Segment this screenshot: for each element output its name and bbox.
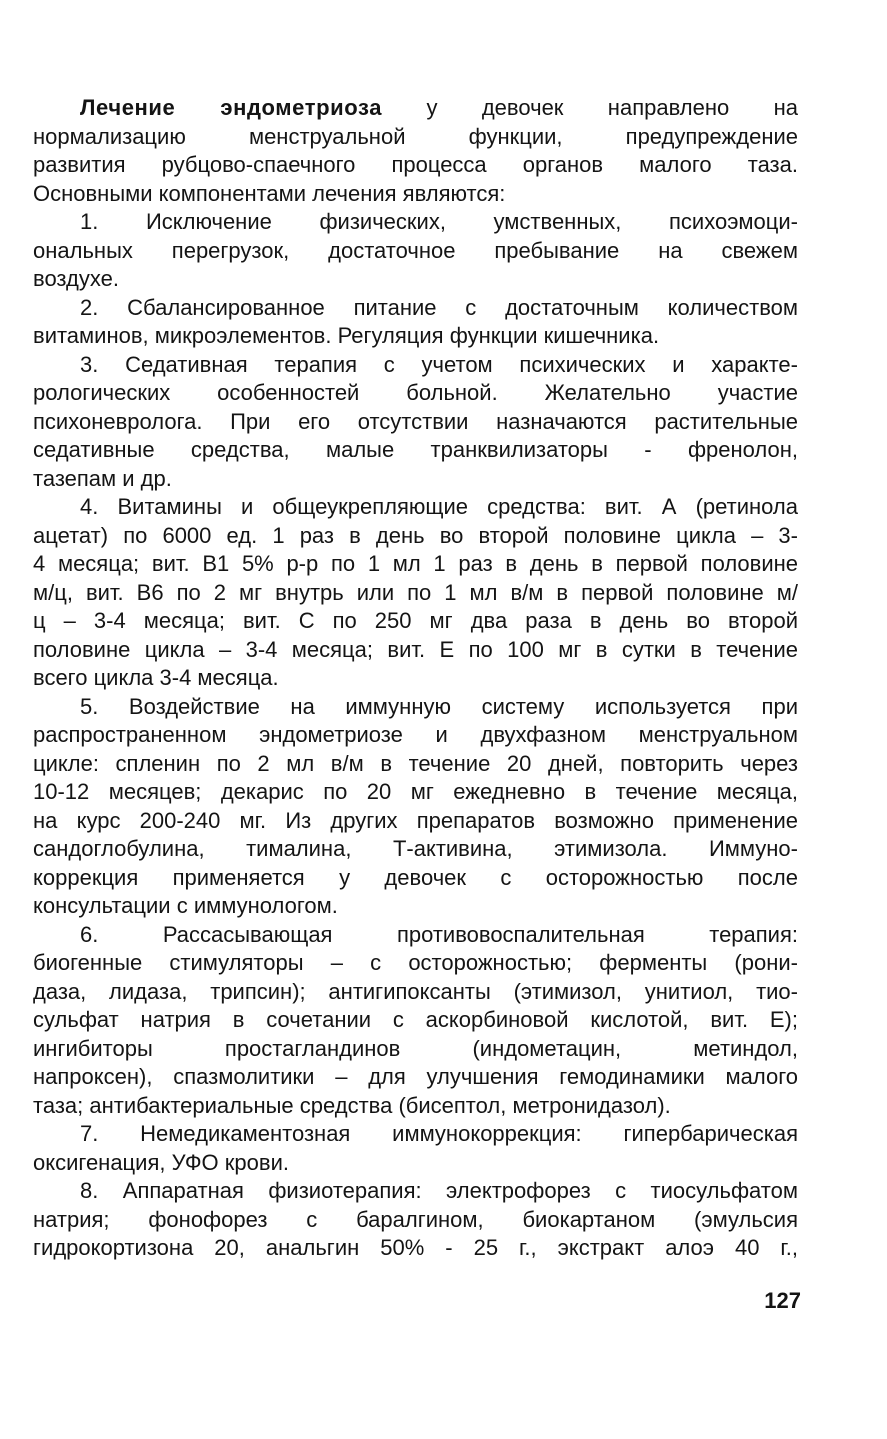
text-line: ц – 3-4 месяца; вит. С по 250 мг два раза в день во второй bbox=[33, 608, 798, 633]
page-number: 127 bbox=[764, 1288, 801, 1313]
text-line: 4 месяца; вит. В1 5% р-р по 1 мл 1 раз в день в первой половине bbox=[33, 551, 798, 576]
list-item-5 bbox=[33, 693, 798, 921]
list-item-4 bbox=[33, 493, 798, 693]
text-line: ацетат) по 6000 ед. 1 раз в день во второй половине цикла – 3- bbox=[33, 522, 798, 548]
text-line: психоневролога. При его отсутствии назначаются растительные bbox=[33, 408, 798, 434]
text-line: распространенном эндометриозе и двухфазном менструальном bbox=[33, 722, 798, 747]
text-line: цикле: спленин по 2 мл в/м в течение 20 дней, повторить через bbox=[33, 750, 798, 776]
text-span: у девочек направлено на bbox=[382, 95, 798, 120]
text-line: Основными компонентами лечения являются: bbox=[33, 180, 506, 206]
text-line: 2. Сбалансированное питание с достаточным количеством bbox=[80, 294, 798, 320]
text-line: развития рубцово-спаечного процесса органов малого таза. bbox=[33, 152, 798, 177]
text-line: половине цикла – 3-4 месяца; вит. Е по 100 мг в сутки в течение bbox=[33, 636, 798, 662]
text-line: биогенные стимуляторы – с осторожностью; ферменты (рони- bbox=[33, 950, 798, 975]
text-line: таза; антибактериальные средства (бисептол, метронидазол). bbox=[33, 1092, 671, 1118]
list-item-7 bbox=[33, 1120, 798, 1177]
text-line: 10-12 месяцев; декарис по 20 мг ежедневно в течение месяца, bbox=[33, 779, 798, 804]
list-item-3 bbox=[33, 351, 798, 494]
text-line: тазепам и др. bbox=[33, 465, 172, 491]
paragraph-intro bbox=[33, 94, 798, 208]
text-line: сандоглобулина, тималина, Т-активина, этимизола. Иммуно- bbox=[33, 836, 798, 861]
text-line: на курс 200-240 мг. Из других препаратов возможно применение bbox=[33, 807, 798, 833]
text-line: консультации с иммунологом. bbox=[33, 893, 338, 918]
list-item-8 bbox=[33, 1177, 798, 1263]
text-line: 3. Седативная терапия с учетом психических и характе- bbox=[80, 351, 798, 377]
text-line: напроксен), спазмолитики – для улучшения гемодинамики малого bbox=[33, 1064, 798, 1089]
text-line: 5. Воздействие на иммунную систему используется при bbox=[80, 693, 798, 719]
text-line: ональных перегрузок, достаточное пребывание на свежем bbox=[33, 237, 798, 263]
text-line: гидрокортизона 20, анальгин 50% - 25 г., экстракт алоэ 40 г., bbox=[33, 1235, 798, 1260]
text-line: коррекция применяется у девочек с осторожностью после bbox=[33, 864, 798, 890]
text-line bbox=[33, 94, 798, 123]
text-line: натрия; фонофорез с баралгином, биокартаном (эмульсия bbox=[33, 1206, 798, 1232]
list-item-1 bbox=[33, 208, 798, 294]
text-line: м/ц, вит. В6 по 2 мг внутрь или по 1 мл в/м в первой половине м/ bbox=[33, 579, 798, 605]
text-line: даза, лидаза, трипсин); антигипоксанты (этимизол, унитиол, тио- bbox=[33, 978, 798, 1004]
text-line: седативные средства, малые транквилизаторы - френолон, bbox=[33, 437, 798, 462]
text-line: оксигенация, УФО крови. bbox=[33, 1149, 289, 1175]
text-line: ингибиторы простагландинов (индометацин, метиндол, bbox=[33, 1035, 798, 1061]
text-line: всего цикла 3-4 месяца. bbox=[33, 665, 279, 690]
text-line: сульфат натрия в сочетании с аскорбиновой кислотой, вит. Е); bbox=[33, 1007, 798, 1032]
text-line: 8. Аппаратная физиотерапия: электрофорез с тиосульфатом bbox=[80, 1178, 798, 1203]
text-line: витаминов, микроэлементов. Регуляция функции кишечника. bbox=[33, 323, 660, 348]
text-line: воздухе. bbox=[33, 266, 119, 291]
list-item-2 bbox=[33, 294, 798, 351]
text-line: 6. Рассасывающая противовоспалительная терапия: bbox=[80, 921, 798, 947]
text-line: рологических особенностей больной. Желательно участие bbox=[33, 380, 798, 405]
text-line: нормализацию менструальной функции, предупреждение bbox=[33, 123, 798, 149]
list-item-6 bbox=[33, 921, 798, 1121]
text-line: 7. Немедикаментозная иммунокоррекция: гипербарическая bbox=[80, 1121, 798, 1146]
text-line: 4. Витамины и общеукрепляющие средства: вит. А (ретинола bbox=[80, 494, 798, 519]
page-body bbox=[33, 94, 798, 1263]
text-line: 1. Исключение физических, умственных, психоэмоци- bbox=[80, 209, 798, 234]
lead-heading: Лечение эндометриоза bbox=[80, 95, 383, 120]
